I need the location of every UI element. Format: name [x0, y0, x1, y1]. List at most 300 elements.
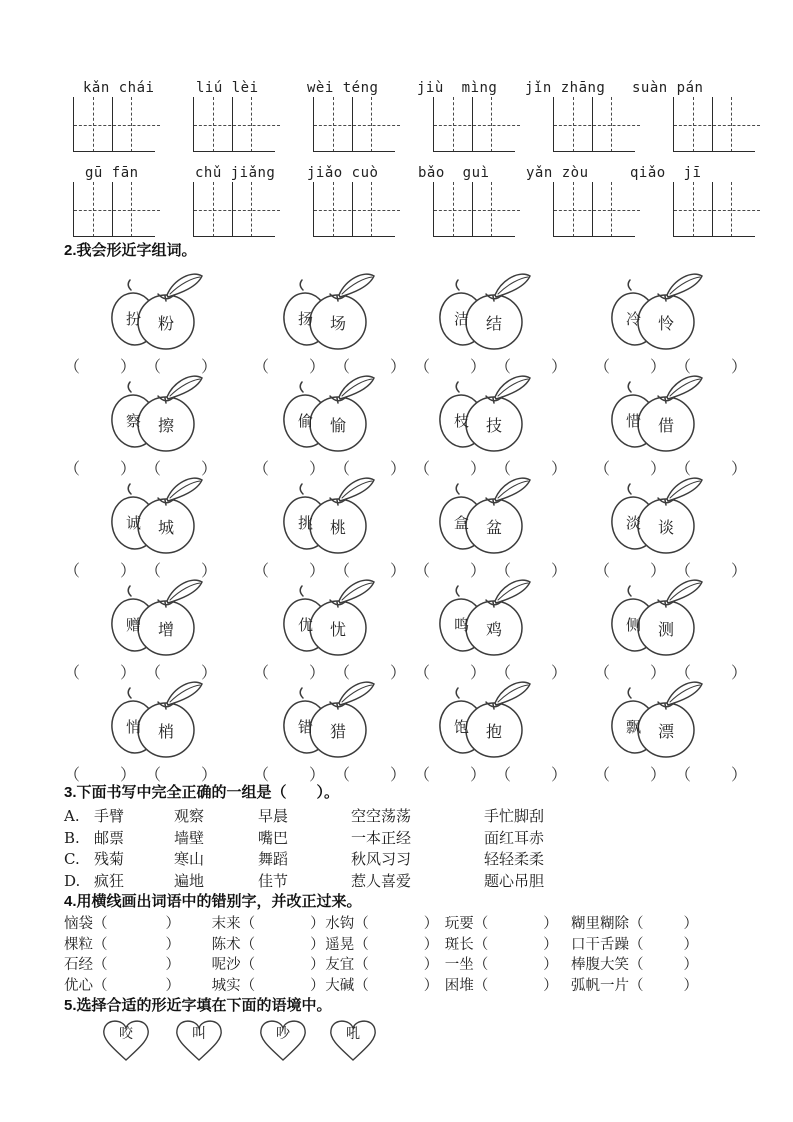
- apple-pair-drawing: [604, 579, 704, 657]
- heart-char: 吼: [346, 1026, 360, 1042]
- answer-blanks: [64, 558, 217, 581]
- option-word: 残菊: [94, 850, 125, 868]
- apple-row: [64, 579, 775, 681]
- option-word: 嘴巴: [258, 828, 289, 847]
- blank-paren: （: [354, 977, 369, 994]
- blank-paren: ）: [731, 459, 748, 478]
- writing-grid: [193, 97, 270, 152]
- blank-paren: （: [145, 663, 162, 682]
- misspelling-row: [64, 976, 775, 997]
- blank-paren: （: [414, 765, 431, 784]
- apple-pair-drawing: [604, 375, 704, 453]
- q3-options: [64, 806, 775, 892]
- apple-pair: [432, 681, 532, 759]
- misspelled-word: 口干舌躁: [571, 936, 630, 953]
- pinyin-label: yǎn zòu: [526, 165, 589, 181]
- option-word: 题心吊胆: [484, 871, 545, 890]
- correction-blank: [255, 985, 310, 986]
- writing-grid: [553, 182, 630, 237]
- apple-char-right: 测: [658, 620, 675, 639]
- blank-paren: ）: [683, 936, 699, 953]
- blank-paren: ）: [551, 663, 568, 682]
- correction-blank: [644, 924, 684, 925]
- option-row: [64, 806, 775, 828]
- blank-paren: ）: [650, 459, 667, 478]
- blank-paren: （: [334, 765, 351, 784]
- blank-paren: （: [334, 663, 351, 682]
- misspelled-word-item: [212, 976, 326, 997]
- apple-row: [64, 477, 775, 579]
- pinyin-label: suàn pán: [632, 80, 704, 96]
- pinyin-label: kǎn chái: [83, 80, 155, 96]
- blank-paren: （: [473, 916, 489, 932]
- heart-options-row: [64, 1018, 775, 1070]
- blank-paren: （: [240, 977, 256, 994]
- apple-pair-drawing: [604, 273, 704, 351]
- correction-blank: [108, 944, 166, 945]
- blank-paren: （: [675, 663, 692, 682]
- q4-title: 4.用横线画出词语中的错别字，并改正过来。: [64, 893, 362, 910]
- answer-blanks: [594, 762, 747, 785]
- apple-pair-drawing: [432, 477, 532, 555]
- apple-char-right: 盆: [486, 518, 503, 537]
- blank-paren: （: [64, 561, 81, 580]
- answer-blanks: [414, 558, 567, 581]
- apple-pair: [104, 375, 204, 453]
- blank-paren: ）: [423, 957, 439, 973]
- apple-char-right: 结: [486, 314, 503, 333]
- blank-paren: ）: [120, 765, 137, 784]
- correction-blank: [108, 924, 166, 925]
- apple-pair: [432, 273, 532, 351]
- apple-char-right: 谈: [658, 518, 675, 537]
- apple-pair-drawing: [432, 273, 532, 351]
- option-word: 手臂: [94, 807, 125, 825]
- apple-rows: [64, 273, 775, 783]
- apple-pair-drawing: [104, 375, 204, 453]
- q4-rows: [64, 914, 775, 996]
- pinyin-label: bǎo guì: [418, 165, 490, 181]
- correction-blank: [369, 985, 424, 986]
- writing-grid: [433, 97, 510, 152]
- correction-blank: [369, 944, 424, 945]
- misspelled-word: 玩要: [444, 916, 474, 932]
- blank-paren: （: [93, 936, 108, 953]
- pinyin-label: qiǎo jī: [630, 165, 702, 181]
- blank-paren: ）: [201, 765, 218, 784]
- apple-char-left: 察: [126, 412, 142, 430]
- blank-paren: ）: [309, 561, 326, 580]
- misspelled-word-item: [64, 914, 212, 935]
- apple-char-right: 场: [330, 314, 347, 333]
- apple-char-left: 扮: [126, 310, 142, 328]
- option-row: [64, 828, 775, 850]
- answer-blanks: [64, 660, 217, 683]
- blank-paren: （: [594, 663, 611, 682]
- misspelled-word: 水钩: [325, 916, 355, 932]
- pinyin-label: liú lèi: [196, 80, 259, 96]
- misspelled-word: 友宜: [325, 957, 355, 973]
- blank-paren: ）: [470, 459, 487, 478]
- misspelled-word: 遥晃: [325, 936, 355, 953]
- apple-char-left: 洁: [454, 310, 470, 328]
- option-word: 面红耳赤: [484, 828, 545, 847]
- misspelled-word: 优心: [64, 977, 93, 994]
- pinyin-writing-section: [64, 0, 775, 236]
- blank-paren: （: [354, 936, 369, 953]
- apple-char-left: 淡: [626, 514, 642, 532]
- answer-blanks: [414, 762, 567, 785]
- blank-paren: （: [495, 765, 512, 784]
- blank-paren: （: [414, 357, 431, 376]
- apple-pair: [104, 579, 204, 657]
- apple-char-right: 城: [158, 518, 175, 537]
- apple-row: [64, 273, 775, 375]
- writing-grid: [553, 97, 630, 152]
- blank-paren: ）: [120, 357, 137, 376]
- misspelled-word-item: [64, 976, 212, 997]
- correction-blank: [644, 985, 684, 986]
- misspelled-word-item: [212, 914, 326, 935]
- apple-pair-drawing: [604, 681, 704, 759]
- misspelled-word: 棵粒: [64, 936, 93, 953]
- blank-paren: ）: [470, 357, 487, 376]
- blank-paren: ）: [551, 561, 568, 580]
- option-word: 手忙脚刮: [484, 807, 545, 825]
- correction-blank: [644, 965, 684, 966]
- correction-blank: [369, 924, 424, 925]
- blank-paren: （: [354, 916, 369, 932]
- blank-paren: （: [64, 459, 81, 478]
- blank-paren: ）: [423, 916, 439, 932]
- correction-blank: [108, 985, 166, 986]
- correction-blank: [108, 965, 166, 966]
- answer-blanks: [64, 762, 217, 785]
- blank-paren: （: [473, 977, 489, 994]
- apple-pair-drawing: [432, 375, 532, 453]
- blank-paren: （: [253, 663, 270, 682]
- apple-char-right: 漂: [658, 722, 675, 741]
- q3-title: 3.下面书写中完全正确的一组是（ ）。: [64, 784, 340, 801]
- apple-pair: [104, 477, 204, 555]
- writing-grid: [73, 97, 150, 152]
- apple-pair-drawing: [104, 273, 204, 351]
- blank-paren: ）: [120, 663, 137, 682]
- blank-paren: （: [629, 916, 644, 932]
- blank-paren: ）: [309, 459, 326, 478]
- blank-paren: ）: [470, 663, 487, 682]
- answer-blanks: [594, 456, 747, 479]
- option-label: C.: [64, 850, 80, 868]
- blank-paren: （: [675, 357, 692, 376]
- option-word: 寒山: [174, 850, 205, 868]
- apple-pair: [276, 477, 376, 555]
- misspelled-word-item: [212, 935, 326, 956]
- apple-char-left: 饱: [454, 718, 470, 736]
- option-word: 佳节: [258, 871, 289, 890]
- apple-pair-drawing: [276, 273, 376, 351]
- option-word: 邮票: [94, 828, 125, 847]
- correction-blank: [369, 965, 424, 966]
- blank-paren: （: [93, 957, 108, 973]
- option-row: [64, 849, 775, 871]
- misspelled-word: 棒腹大笑: [571, 957, 630, 973]
- q5-title: 5.选择合适的形近字填在下面的语境中。: [64, 997, 332, 1014]
- apple-pair-drawing: [276, 477, 376, 555]
- blank-paren: （: [414, 561, 431, 580]
- blank-paren: ）: [201, 459, 218, 478]
- misspelling-row: [64, 955, 775, 976]
- blank-paren: （: [629, 977, 644, 994]
- correction-blank: [255, 944, 310, 945]
- blank-paren: （: [145, 561, 162, 580]
- blank-paren: ）: [165, 916, 180, 932]
- blank-paren: （: [414, 663, 431, 682]
- blank-paren: ）: [201, 663, 218, 682]
- misspelled-word: 困堆: [444, 977, 474, 994]
- apple-pair: [276, 681, 376, 759]
- blank-paren: ）: [543, 916, 558, 932]
- writing-grid: [193, 182, 270, 237]
- writing-grid: [433, 182, 510, 237]
- blank-paren: ）: [120, 561, 137, 580]
- apple-pair: [104, 681, 204, 759]
- misspelled-word: 一坐: [444, 957, 474, 973]
- option-word: 秋风习习: [351, 850, 412, 868]
- apple-char-left: 挑: [298, 514, 314, 532]
- writing-grid: [673, 182, 750, 237]
- blank-paren: （: [64, 765, 81, 784]
- apple-char-right: 愉: [330, 416, 347, 435]
- misspelled-word: 陈术: [211, 936, 241, 953]
- blank-paren: （: [240, 916, 256, 932]
- option-label: D.: [64, 871, 81, 890]
- blank-paren: （: [145, 357, 162, 376]
- misspelled-word-item: [64, 935, 212, 956]
- misspelled-word: 城实: [211, 977, 241, 994]
- writing-grid: [313, 182, 390, 237]
- blank-paren: （: [495, 561, 512, 580]
- apple-char-left: 错: [298, 718, 314, 736]
- correction-blank: [488, 965, 543, 966]
- misspelled-word: 糊里糊除: [571, 916, 630, 932]
- misspelled-word-item: [445, 955, 571, 976]
- misspelling-row: [64, 935, 775, 956]
- blank-paren: ）: [165, 936, 180, 953]
- apple-char-right: 猎: [330, 722, 347, 741]
- apple-char-left: 扬: [298, 310, 314, 328]
- apple-char-left: 悄: [126, 718, 142, 736]
- answer-blanks: [253, 558, 406, 581]
- blank-paren: （: [64, 663, 81, 682]
- blank-paren: ）: [470, 561, 487, 580]
- blank-paren: ）: [309, 765, 326, 784]
- misspelled-word-item: [325, 914, 444, 935]
- apple-pair: [276, 273, 376, 351]
- apple-row: [64, 681, 775, 783]
- heart-char: 咬: [119, 1026, 133, 1042]
- blank-paren: （: [594, 765, 611, 784]
- answer-blanks: [253, 354, 406, 377]
- option-label: B.: [64, 828, 80, 847]
- blank-paren: （: [414, 459, 431, 478]
- blank-paren: ）: [310, 936, 325, 953]
- answer-blanks: [594, 558, 747, 581]
- heart-option: [100, 1018, 152, 1062]
- blank-paren: ）: [543, 977, 558, 994]
- blank-paren: ）: [650, 765, 667, 784]
- blank-paren: （: [93, 916, 108, 932]
- apple-pair: [432, 477, 532, 555]
- apple-char-right: 抱: [486, 722, 503, 741]
- blank-paren: （: [473, 936, 489, 953]
- misspelled-word-item: [212, 955, 326, 976]
- answer-blanks: [594, 354, 747, 377]
- writing-grid: [73, 182, 150, 237]
- heart-char: 叫: [192, 1026, 206, 1042]
- blank-paren: （: [473, 957, 489, 973]
- blank-paren: ）: [120, 459, 137, 478]
- blank-paren: ）: [650, 561, 667, 580]
- apple-pair-drawing: [104, 579, 204, 657]
- blank-paren: ）: [390, 765, 407, 784]
- correction-blank: [488, 944, 543, 945]
- blank-paren: ）: [683, 957, 699, 973]
- answer-blanks: [594, 660, 747, 683]
- pinyin-label: gū fān: [85, 165, 139, 181]
- blank-paren: ）: [201, 357, 218, 376]
- option-word: 疯狂: [94, 871, 125, 890]
- blank-paren: ）: [390, 459, 407, 478]
- misspelled-word-item: [571, 935, 775, 956]
- blank-paren: ）: [731, 561, 748, 580]
- apple-pair-drawing: [432, 681, 532, 759]
- blank-paren: （: [594, 561, 611, 580]
- blank-paren: （: [675, 459, 692, 478]
- blank-paren: ）: [683, 977, 699, 994]
- misspelled-word: 石经: [64, 957, 93, 973]
- heart-option: [327, 1018, 379, 1062]
- blank-paren: （: [145, 459, 162, 478]
- apple-row: [64, 375, 775, 477]
- apple-char-right: 怜: [658, 314, 675, 333]
- misspelled-word-item: [64, 955, 212, 976]
- blank-paren: （: [253, 357, 270, 376]
- blank-paren: ）: [731, 663, 748, 682]
- blank-paren: ）: [543, 936, 558, 953]
- misspelled-word-item: [571, 976, 775, 997]
- pinyin-label: chǔ jiǎng: [195, 165, 276, 181]
- misspelled-word: 呢沙: [211, 957, 241, 973]
- option-word: 轻轻柔柔: [484, 850, 545, 868]
- apple-char-right: 鸡: [486, 620, 503, 639]
- answer-blanks: [64, 354, 217, 377]
- option-word: 墙壁: [174, 828, 205, 847]
- apple-pair: [604, 273, 704, 351]
- correction-blank: [488, 924, 543, 925]
- apple-pair: [604, 579, 704, 657]
- find-wrong-character-section: [64, 892, 775, 996]
- misspelled-word-item: [445, 976, 571, 997]
- option-word: 早晨: [258, 807, 289, 825]
- similar-characters-section: [64, 241, 775, 783]
- blank-paren: ）: [390, 561, 407, 580]
- blank-paren: ）: [650, 357, 667, 376]
- apple-pair-drawing: [276, 375, 376, 453]
- blank-paren: ）: [310, 977, 325, 994]
- option-row: [64, 871, 775, 893]
- correction-blank: [255, 924, 310, 925]
- misspelled-word-item: [445, 914, 571, 935]
- apple-char-left: 枝: [454, 412, 470, 430]
- blank-paren: ）: [309, 357, 326, 376]
- apple-pair-drawing: [276, 579, 376, 657]
- answer-blanks: [414, 354, 567, 377]
- correction-blank: [255, 965, 310, 966]
- option-label: A.: [64, 807, 80, 825]
- apple-pair-drawing: [432, 579, 532, 657]
- blank-paren: （: [495, 663, 512, 682]
- writing-grid: [673, 97, 750, 152]
- blank-paren: ）: [390, 357, 407, 376]
- apple-char-left: 惜: [626, 412, 642, 430]
- correction-blank: [644, 944, 684, 945]
- apple-pair: [104, 273, 204, 351]
- blank-paren: （: [495, 459, 512, 478]
- misspelled-word-item: [325, 955, 444, 976]
- misspelling-row: [64, 914, 775, 935]
- answer-blanks: [414, 660, 567, 683]
- apple-char-right: 梢: [158, 722, 175, 741]
- blank-paren: （: [334, 561, 351, 580]
- blank-paren: ）: [683, 916, 699, 932]
- blank-paren: （: [675, 765, 692, 784]
- blank-paren: ）: [731, 765, 748, 784]
- correct-writing-choice-section: [64, 783, 775, 892]
- apple-char-right: 忧: [330, 620, 347, 639]
- apple-pair: [276, 375, 376, 453]
- blank-paren: ）: [390, 663, 407, 682]
- apple-pair: [432, 375, 532, 453]
- apple-pair-drawing: [104, 681, 204, 759]
- blank-paren: ）: [423, 977, 439, 994]
- answer-blanks: [64, 456, 217, 479]
- blank-paren: ）: [201, 561, 218, 580]
- blank-paren: （: [334, 459, 351, 478]
- blank-paren: （: [594, 459, 611, 478]
- apple-char-left: 盒: [454, 514, 470, 532]
- q2-title: 2.我会形近字组词。: [64, 242, 197, 259]
- apple-pair: [432, 579, 532, 657]
- blank-paren: ）: [551, 765, 568, 784]
- misspelled-word: 弧帆一片: [571, 977, 630, 994]
- misspelled-word-item: [325, 976, 444, 997]
- blank-paren: ）: [470, 765, 487, 784]
- pinyin-label: jiù mìng: [417, 80, 498, 96]
- blank-paren: （: [240, 936, 256, 953]
- blank-paren: （: [253, 459, 270, 478]
- misspelled-word: 斑长: [444, 936, 474, 953]
- apple-char-left: 飘: [626, 718, 642, 736]
- blank-paren: ）: [551, 459, 568, 478]
- blank-paren: ）: [165, 957, 180, 973]
- option-word: 空空荡荡: [351, 807, 412, 825]
- answer-blanks: [414, 456, 567, 479]
- blank-paren: （: [240, 957, 256, 973]
- heart-option: [173, 1018, 225, 1062]
- apple-pair-drawing: [276, 681, 376, 759]
- blank-paren: （: [629, 936, 644, 953]
